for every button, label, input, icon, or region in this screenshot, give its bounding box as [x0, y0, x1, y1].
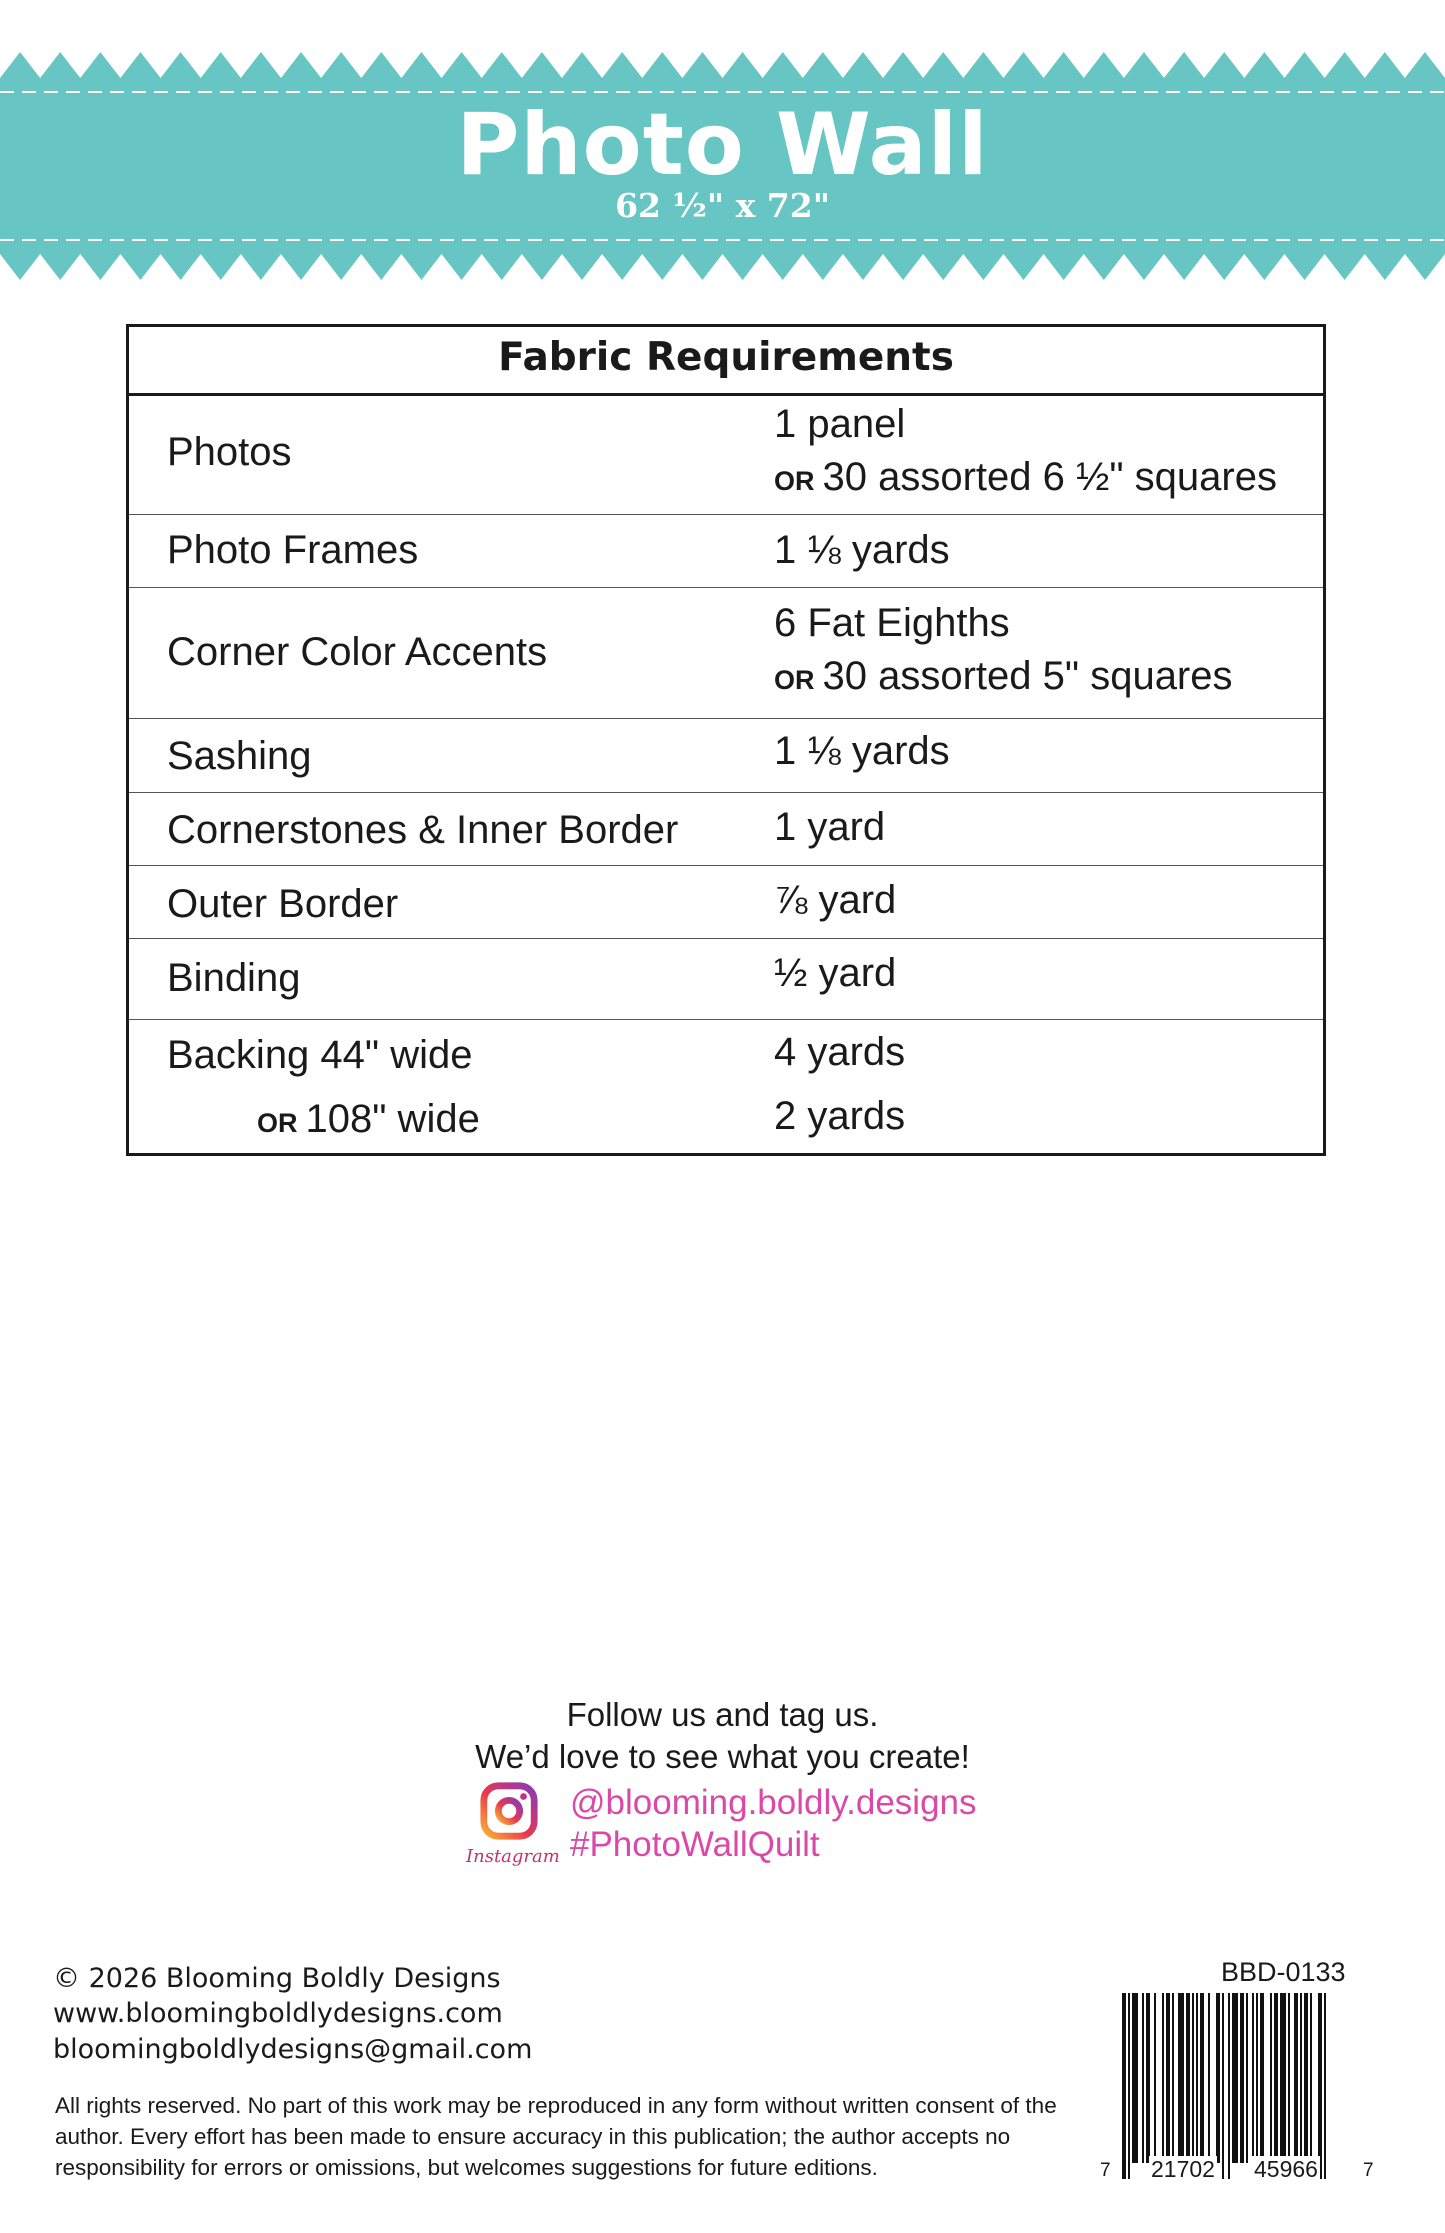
instagram-wordmark: Instagram	[466, 1846, 560, 1867]
fabric-quantity: ½ yard	[774, 951, 897, 995]
table-row	[129, 719, 1323, 793]
fabric-quantity: 1 panel	[774, 402, 906, 446]
or-label: OR	[774, 665, 815, 695]
table-row	[129, 939, 1323, 1020]
fabric-item: Corner Color Accents	[167, 630, 548, 674]
table-row	[129, 793, 1323, 866]
table-row	[129, 396, 1323, 515]
quilt-dimensions: 62 ½" x 72"	[615, 186, 830, 225]
or-label: OR	[774, 466, 815, 496]
fabric-quantity: 1 yard	[774, 805, 886, 849]
fabric-quantity: 4 yards	[774, 1030, 906, 1074]
barcode-left-digits: 21702	[1151, 2156, 1215, 2182]
fabric-quantity: 1 ⅛ yards	[774, 528, 950, 572]
fabric-item-alt	[257, 1097, 480, 1142]
barcode-right-digits: 45966	[1254, 2156, 1318, 2182]
alt-quantity: 30 assorted 5" squares	[822, 654, 1233, 698]
fabric-quantity-alt: 2 yards	[774, 1094, 906, 1138]
email-link[interactable]: bloomingboldlydesigns@gmail.com	[53, 2034, 533, 2065]
table-row	[129, 866, 1323, 939]
product-sku: BBD-0133	[1221, 1957, 1346, 1987]
fabric-quantity: 1 ⅛ yards	[774, 729, 950, 773]
table-row	[129, 588, 1323, 719]
upc-barcode	[1118, 1993, 1358, 2179]
fabric-item: Binding	[167, 956, 301, 1000]
fabric-requirements-table	[126, 324, 1326, 1156]
fabric-item: Sashing	[167, 734, 312, 778]
fabric-quantity: 6 Fat Eighths	[774, 601, 1010, 645]
table-row	[129, 515, 1323, 588]
share-text: We’d love to see what you create!	[475, 1738, 970, 1775]
alt-item: 108" wide	[305, 1097, 480, 1141]
follow-text: Follow us and tag us.	[566, 1696, 879, 1733]
instagram-handle-link[interactable]: @blooming.boldly.designs	[570, 1783, 977, 1822]
table-row	[129, 1020, 1323, 1156]
table-heading: Fabric Requirements	[129, 327, 1323, 396]
fabric-item: Outer Border	[167, 882, 399, 926]
fabric-item: Cornerstones & Inner Border	[167, 808, 679, 852]
instagram-icon[interactable]	[478, 1780, 540, 1842]
pattern-title: Photo Wall	[456, 95, 989, 195]
fabric-item: Photos	[167, 430, 292, 474]
or-label: OR	[257, 1108, 298, 1138]
rights-notice: All rights reserved. No part of this work may be reproduced in any form without written consent of the author. Every effort has been made to ensure accuracy in this publication; the author accepts no responsibility for errors or omissions, but welcomes suggestions for future editions.	[55, 2093, 1057, 2180]
fabric-quantity: ⅞ yard	[774, 878, 897, 922]
copyright: © 2026 Blooming Boldly Designs	[53, 1963, 501, 1994]
barcode-check-digit: 7	[1363, 2160, 1374, 2181]
fabric-item: Photo Frames	[167, 528, 419, 572]
fabric-quantity-alt	[774, 455, 1277, 500]
website-link[interactable]: www.bloomingboldlydesigns.com	[53, 1998, 503, 2029]
hashtag-link[interactable]: #PhotoWallQuilt	[570, 1825, 820, 1864]
fabric-item: Backing 44" wide	[167, 1033, 473, 1077]
alt-quantity: 30 assorted 6 ½" squares	[822, 455, 1277, 499]
fabric-quantity-alt	[774, 654, 1233, 699]
barcode-lead-digit: 7	[1100, 2160, 1111, 2181]
